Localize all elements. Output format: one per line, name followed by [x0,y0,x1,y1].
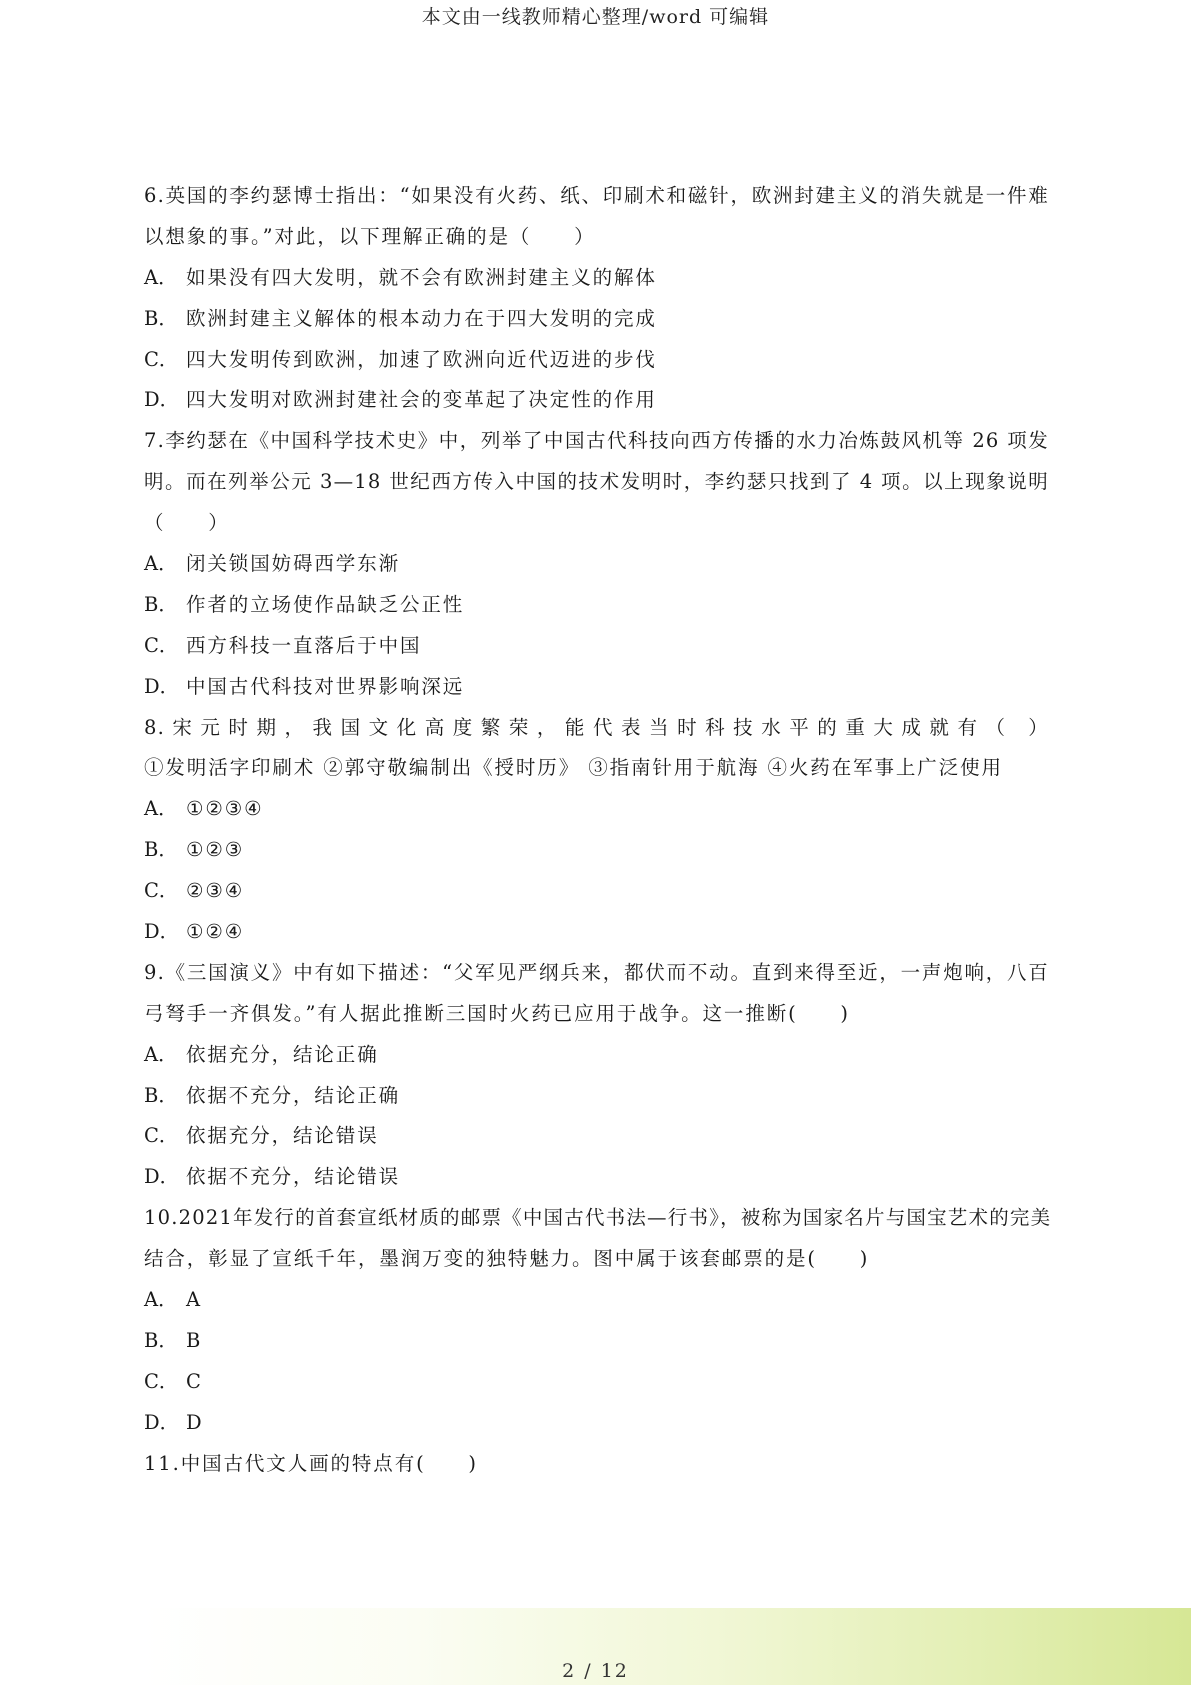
answer-option [144,1035,1049,1076]
answer-option [144,871,1049,912]
question-stem-line: 6.英国的李约瑟博士指出：“如果没有火药、纸、印刷术和磁针，欧洲封建主义的消失就是一件难 [144,184,1049,207]
option-text: 欧洲封建主义解体的根本动力在于四大发明的完成 [186,306,657,330]
question-stem-line: 9.《三国演义》中有如下描述：“父军见严纲兵来，都伏而不动。直到来得至近，一声炮响，八百 [144,960,1049,984]
option-letter: A． [144,1042,178,1066]
option-text: 依据充分，结论错误 [186,1124,379,1148]
option-text: 如果没有四大发明，就不会有欧洲封建主义的解体 [186,265,657,289]
option-letter: B． [144,592,178,616]
option-letter: A． [144,1288,178,1312]
option-letter: D． [144,1410,180,1434]
question-stem-line: 8.宋元时期，我国文化高度繁荣，能代表当时科技水平的重大成就有（ ） [144,715,1049,739]
page-header: 本文由一线教师精心整理/word 可编辑 [421,6,770,28]
answer-option [144,789,1049,830]
answer-option [144,258,1049,299]
option-letter: D． [144,674,180,698]
option-text: ①②④ [186,920,245,944]
answer-option [144,626,1049,667]
question-block [144,1198,1052,1443]
question-block [144,176,1049,421]
question-block [144,708,1049,953]
question-stem-line: 弓弩手一齐俱发。”有人据此推断三国时火药已应用于战争。这一推断( ) [144,1001,850,1025]
question-list [144,176,1052,1485]
answer-option [144,340,1049,381]
option-text: ②③④ [186,879,245,903]
answer-option [144,1280,1049,1321]
question-stem-line: ①发明活字印刷术 ②郭守敬编制出《授时历》 ③指南针用于航海 ④火药在军事上广泛使用 [144,756,1003,780]
answer-option [144,830,1049,871]
option-text: 依据不充分，结论错误 [186,1165,401,1189]
option-letter: C． [144,879,179,903]
question-block [144,953,1049,1198]
answer-option [144,1116,1049,1157]
answer-option [144,585,1049,626]
option-letter: A． [144,265,178,289]
option-text: C [186,1369,203,1393]
option-text: 四大发明对欧洲封建社会的变革起了决定性的作用 [186,388,657,412]
option-letter: C． [144,633,179,657]
answer-option [144,299,1049,340]
option-letter: B． [144,1083,178,1107]
option-letter: B． [144,1328,178,1352]
answer-option [144,1076,1049,1117]
option-letter: D． [144,920,180,944]
option-letter: A． [144,797,178,821]
option-text: ①②③④ [186,797,264,821]
option-letter: B． [144,838,178,862]
option-letter: D． [144,1165,180,1189]
question-stem-line: 10.2021年发行的首套宣纸材质的邮票《中国古代书法—行书》，被称为国家名片与国宝艺术的完美 [144,1206,1052,1230]
option-letter: D． [144,388,180,412]
option-letter: B． [144,306,178,330]
answer-option [144,667,1049,708]
question-block [144,421,1049,707]
answer-option [144,1321,1049,1362]
option-text: 作者的立场使作品缺乏公正性 [186,592,465,616]
option-text: B [186,1328,203,1352]
answer-option [144,1403,1049,1444]
option-letter: C． [144,1369,179,1393]
question-stem-line: 以想象的事。”对此，以下理解正确的是（ ） [144,224,596,248]
option-text: 依据不充分，结论正确 [186,1083,401,1107]
option-text: 西方科技一直落后于中国 [186,633,422,657]
question-block [144,1444,1049,1485]
answer-option [144,380,1049,421]
option-text: 闭关锁国妨碍西学东渐 [186,552,401,576]
option-text: 中国古代科技对世界影响深远 [186,674,465,698]
option-letter: C． [144,347,179,371]
answer-option [144,912,1049,953]
option-text: 依据充分，结论正确 [186,1042,379,1066]
option-letter: A． [144,552,178,576]
question-stem-line: 7.李约瑟在《中国科学技术史》中，列举了中国古代科技向西方传播的水力冶炼鼓风机等 26 项发 [144,429,1049,453]
question-stem-line: 明。而在列举公元 3—18 世纪西方传入中国的技术发明时，李约瑟只找到了 4 项。以上现象说明 [144,470,1049,494]
option-letter: C． [144,1124,179,1148]
answer-option [144,1362,1049,1403]
question-stem-line: 结合，彰显了宣纸千年，墨润万变的独特魅力。图中属于该套邮票的是( ) [144,1247,870,1271]
option-text: ①②③ [186,838,245,862]
question-stem-line: （ ） [144,511,230,535]
option-text: 四大发明传到欧洲，加速了欧洲向近代迈进的步伐 [186,347,657,371]
option-text: A [186,1288,202,1312]
page-number: 2 / 12 [562,1660,629,1682]
option-text: D [186,1410,204,1434]
answer-option [144,544,1049,585]
answer-option [144,1157,1049,1198]
question-stem-line: 11.中国古代文人画的特点有( ) [144,1451,478,1475]
